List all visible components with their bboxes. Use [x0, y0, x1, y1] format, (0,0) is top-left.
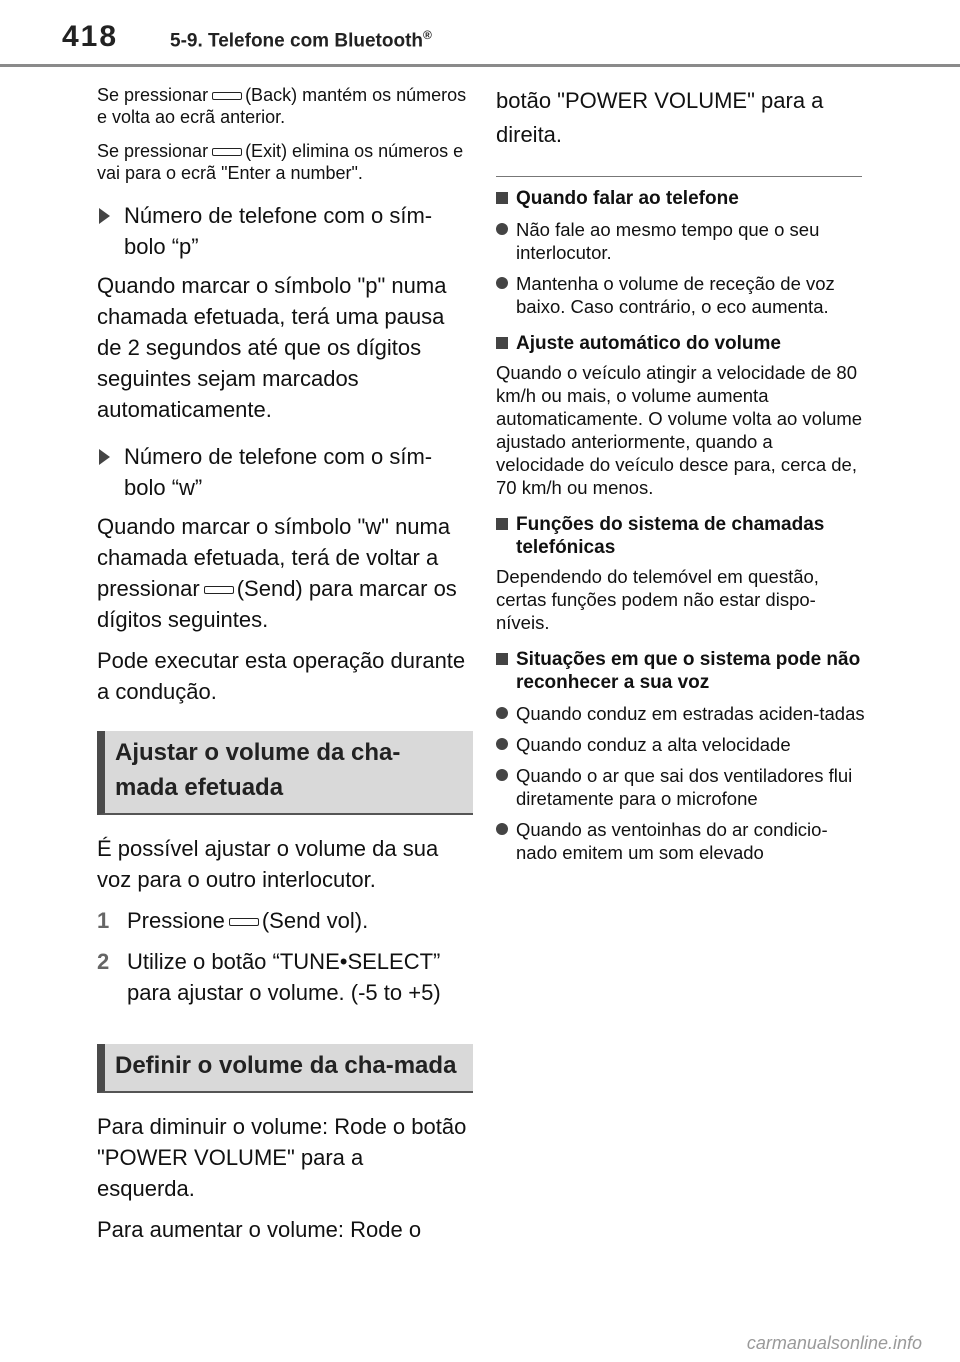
step-1-text: [127, 905, 368, 936]
arrow-right-icon: [99, 449, 110, 465]
square-bullet-icon: [496, 518, 508, 530]
list-item-text: Quando conduz a alta velocidade: [516, 734, 791, 755]
circle-bullet-icon: [496, 707, 508, 719]
subheading-functions: [496, 513, 866, 559]
list-item: [496, 702, 866, 725]
section-divider: [496, 176, 862, 177]
square-bullet-icon: [496, 337, 508, 349]
paragraph-functions: Dependendo do telemóvel em questão, certas funções podem não estar dispo-níveis.: [496, 566, 819, 633]
exit-note-post: (Exit) elimina os números e vai para o ecrã "Enter a number".: [97, 141, 464, 183]
step-1-pre: Pressione: [127, 908, 225, 933]
step-number: 2: [97, 949, 110, 974]
list-item: [496, 218, 866, 264]
exit-button-icon: [212, 148, 242, 156]
paragraph-decrease: Para diminuir o volume: Rode o botão "POWER VOLUME" para a esquerda.: [97, 1114, 467, 1201]
back-note-pre: Se pressionar: [97, 85, 209, 105]
right-column: [496, 84, 866, 872]
paragraph-increase-end: botão "POWER VOLUME" para a direita.: [496, 88, 824, 147]
chapter-title: [170, 28, 432, 52]
page-header: [0, 0, 960, 66]
step-2: [97, 946, 467, 1008]
subheading-auto-volume: [496, 332, 866, 355]
paragraph-driving: Pode executar esta operação durante a condução.: [97, 648, 466, 704]
item-symbol-w-text: Número de telefone com o sím-bolo “w”: [124, 444, 433, 500]
list-item: [496, 764, 866, 810]
subheading-voice-recognition-text: Situações em que o sistema pode não reconhecer a sua voz: [516, 649, 861, 693]
paragraph-symbol-w: [97, 511, 467, 635]
circle-bullet-icon: [496, 738, 508, 750]
exit-note: [97, 140, 467, 184]
circle-bullet-icon: [496, 769, 508, 781]
section-heading-adjust-volume: Ajustar o volume da cha-mada efetuada: [97, 731, 473, 815]
item-symbol-w: [97, 441, 467, 503]
send-vol-button-icon: [229, 918, 259, 926]
arrow-right-icon: [99, 208, 110, 224]
list-item-text: Quando conduz em estradas aciden-tadas: [516, 703, 865, 724]
item-symbol-p-text: Número de telefone com o sím-bolo “p”: [124, 203, 433, 259]
paragraph-increase-start: Para aumentar o volume: Rode o: [97, 1217, 422, 1242]
paragraph-voice-volume: É possível ajustar o volume da sua voz para o outro interlocutor.: [97, 836, 439, 892]
header-rule: [0, 64, 960, 67]
circle-bullet-icon: [496, 223, 508, 235]
square-bullet-icon: [496, 653, 508, 665]
step-1: [97, 905, 467, 936]
list-item-text: Quando as ventoinhas do ar condicio-nado emitem um som elevado: [516, 819, 828, 863]
subheading-auto-volume-text: Ajuste automático do volume: [516, 333, 781, 354]
subheading-speaking-text: Quando falar ao telefone: [516, 188, 739, 209]
square-bullet-icon: [496, 192, 508, 204]
step-1-post: (Send vol).: [261, 908, 369, 933]
list-item: [496, 733, 866, 756]
step-number: 1: [97, 908, 110, 933]
section-heading-set-volume: Definir o volume da cha-mada: [97, 1044, 473, 1093]
chapter-title-text: 5-9. Telefone com Bluetooth: [170, 30, 424, 52]
paragraph-symbol-p: Quando marcar o símbolo "p" numa chamada efetuada, terá uma pausa de 2 segundos até que os dígitos seguintes sejam marcados automaticamente.: [97, 273, 447, 422]
exit-note-pre: Se pressionar: [97, 141, 209, 161]
paragraph-symbol-w-post: (Send) para marcar os dígitos seguintes.: [97, 576, 457, 632]
back-note: [97, 84, 467, 128]
circle-bullet-icon: [496, 277, 508, 289]
paragraph-auto-volume: Quando o veículo atingir a velocidade de 80 km/h ou mais, o volume aumenta automaticamente. O volume volta ao volume ajustado anteriormente, quando a velocidade do veículo desce para, cerca de, 70 km/h ou menos.: [496, 362, 863, 498]
list-item-text: Não fale ao mesmo tempo que o seu interlocutor.: [516, 219, 820, 263]
step-2-text: Utilize o botão “TUNE•SELECT” para ajustar o volume. (-5 to +5): [127, 949, 441, 1005]
subheading-speaking: [496, 187, 866, 210]
send-button-icon: [204, 586, 234, 594]
left-column: [97, 84, 467, 1255]
back-button-icon: [212, 92, 242, 100]
list-item-text: Mantenha o volume de receção de voz baixo. Caso contrário, o eco aumenta.: [516, 273, 835, 317]
list-item: [496, 272, 866, 318]
registered-mark: ®: [423, 28, 432, 42]
subheading-functions-text: Funções do sistema de chamadas telefónicas: [516, 514, 825, 558]
watermark: carmanualsonline.info: [746, 1333, 922, 1353]
paragraph-symbol-w-pre: Quando marcar o símbolo "w" numa chamada efetuada, terá de voltar a pressionar: [97, 514, 451, 601]
back-note-post: (Back) mantém os números e volta ao ecrã anterior.: [97, 85, 467, 127]
subheading-voice-recognition: [496, 648, 866, 694]
list-item: [496, 818, 866, 864]
item-symbol-p: [97, 200, 467, 262]
circle-bullet-icon: [496, 823, 508, 835]
list-item-text: Quando o ar que sai dos ventiladores flui diretamente para o microfone: [516, 765, 853, 809]
page-number: 418: [62, 20, 119, 53]
